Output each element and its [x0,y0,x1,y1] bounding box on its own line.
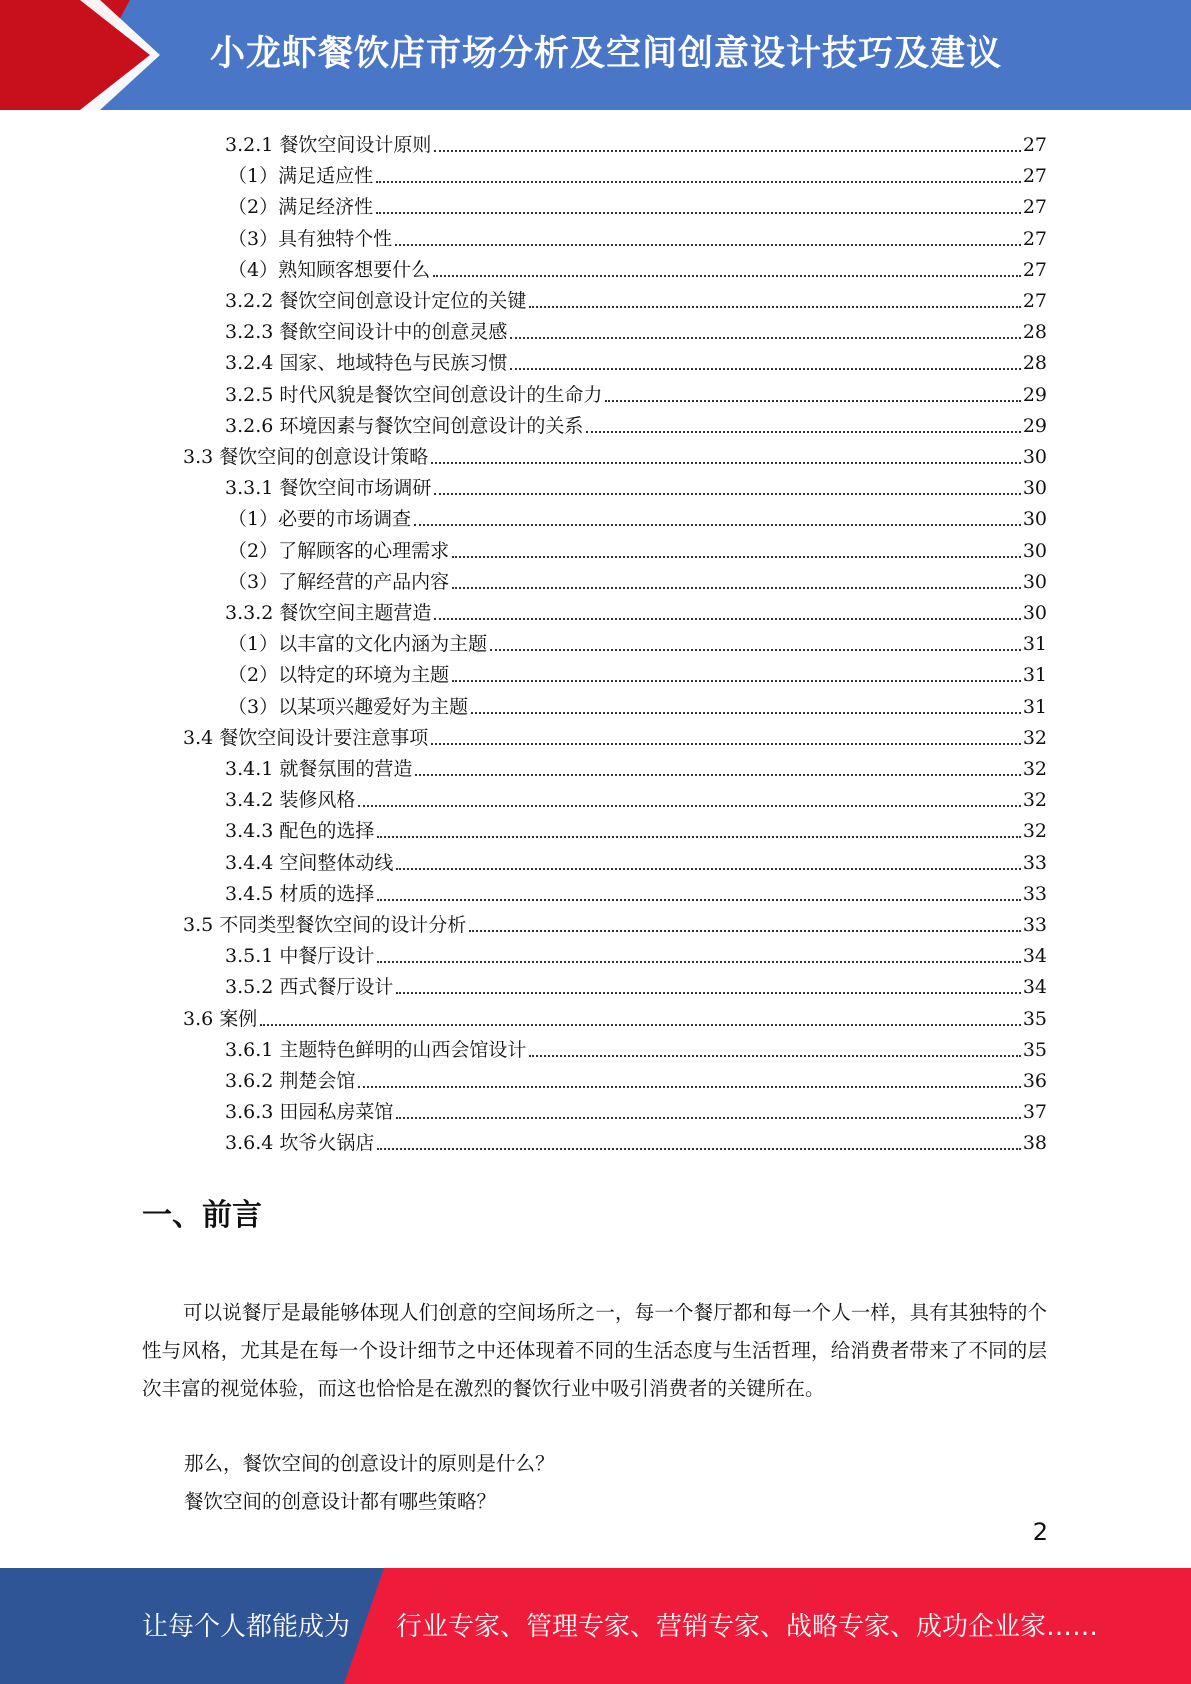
toc-entry-label: （3）具有独特个性 [228,228,393,250]
toc-entry-label: （4）熟知顾客想要什么 [228,259,431,281]
toc-leader-dots [377,899,1020,901]
toc-entry[interactable] [225,595,1047,626]
toc-entry-label: 3.3.2 餐饮空间主题营造 [225,602,432,624]
toc-leader-dots [434,618,1020,620]
header-banner [0,0,1191,110]
toc-entry-page: 36 [1022,1070,1047,1092]
toc-entry[interactable] [228,689,1047,720]
toc-entry-page: 35 [1022,1039,1047,1061]
toc-leader-dots [510,337,1020,339]
toc-entry-page: 37 [1022,1101,1047,1123]
toc-entry-label: 3.5.2 西式餐厅设计 [225,976,394,998]
toc-entry-label: （3）以某项兴趣爱好为主题 [228,696,469,718]
footer-slogan-right: 行业专家、管理专家、营销专家、战略专家、成功企业家…… [396,1612,1099,1642]
toc-entry-page: 28 [1022,352,1047,374]
toc-entry[interactable] [225,1094,1047,1125]
toc-entry-page: 27 [1022,165,1047,187]
toc-entry[interactable] [225,813,1047,844]
toc-entry[interactable] [228,657,1047,688]
toc-leader-dots [452,556,1021,558]
toc-entry[interactable] [225,1125,1047,1156]
toc-entry[interactable] [225,408,1047,439]
toc-entry-label: 3.2.2 餐饮空间创意设计定位的关键 [225,290,527,312]
question-line-2: 餐饮空间的创意设计都有哪些策略？ [184,1490,497,1513]
toc-entry[interactable] [225,1032,1047,1063]
toc-leader-dots [529,306,1020,308]
toc-entry[interactable] [183,907,1047,938]
toc-entry-page: 34 [1022,976,1047,998]
toc-entry-page: 30 [1022,602,1047,624]
toc-entry-label: （2）了解顾客的心理需求 [228,540,450,562]
toc-entry[interactable] [228,564,1047,595]
toc-entry[interactable] [228,189,1047,220]
toc-leader-dots [414,524,1021,526]
toc-entry-label: （2）以特定的环境为主题 [228,664,450,686]
toc-entry-label: 3.2.5 时代风貌是餐饮空间创意设计的生命力 [225,384,603,406]
toc-leader-dots [431,462,1021,464]
toc-entry-page: 30 [1022,508,1047,530]
toc-leader-dots [431,743,1021,745]
toc-leader-dots [377,961,1020,963]
toc-entry[interactable] [183,720,1047,751]
toc-entry-label: 3.6.1 主题特色鲜明的山西会馆设计 [225,1039,527,1061]
toc-leader-dots [260,1024,1021,1026]
toc-entry-page: 34 [1022,945,1047,967]
toc-entry-label: （1）满足适应性 [228,165,374,187]
toc-entry[interactable] [225,345,1047,376]
toc-entry[interactable] [228,158,1047,189]
toc-entry-label: 3.3.1 餐饮空间市场调研 [225,477,432,499]
toc-entry[interactable] [225,1063,1047,1094]
toc-entry[interactable] [228,252,1047,283]
toc-entry-page: 33 [1022,914,1047,936]
toc-leader-dots [395,244,1021,246]
toc-entry-page: 30 [1022,540,1047,562]
toc-entry-label: （1）必要的市场调查 [228,508,412,530]
toc-entry-page: 27 [1022,228,1047,250]
toc-entry-page: 35 [1022,1008,1047,1030]
toc-entry[interactable] [225,377,1047,408]
toc-entry-label: 3.6.4 坎爷火锅店 [225,1132,375,1154]
toc-entry-page: 28 [1022,321,1047,343]
toc-entry-page: 32 [1022,727,1047,749]
toc-entry-label: 3.6 案例 [183,1008,258,1030]
toc-entry[interactable] [225,470,1047,501]
toc-entry-page: 33 [1022,883,1047,905]
toc-entry-label: 3.3 餐饮空间的创意设计策略 [183,446,429,468]
toc-entry-label: 3.4.1 就餐氛围的营造 [225,758,413,780]
section-heading: 一、前言 [142,1198,262,1233]
toc-entry-label: 3.2.1 餐饮空间设计原则 [225,134,432,156]
intro-paragraph: 可以说餐厅是最能够体现人们创意的空间场所之一，每一个餐厅都和每一个人一样，具有其独特的个性与风格，尤其是在每一个设计细节之中还体现着不同的生活态度与生活哲理，给消费者带来了不同的层次丰富的视觉体验，而这也恰恰是在激烈的餐饮行业中吸引消费者的关键所在。 [142,1301,1047,1400]
toc-entry[interactable] [225,314,1047,345]
toc-entry-page: 27 [1022,290,1047,312]
toc-entry-label: 3.2.6 环境因素与餐饮空间创意设计的关系 [225,415,584,437]
toc-entry-label: 3.4 餐饮空间设计要注意事项 [183,727,429,749]
toc-entry-page: 29 [1022,384,1047,406]
question-line-1: 那么，餐饮空间的创意设计的原则是什么？ [184,1452,555,1475]
toc-entry-page: 30 [1022,446,1047,468]
toc-entry[interactable] [228,533,1047,564]
toc-entry-page: 31 [1022,633,1047,655]
toc-entry-label: （1）以丰富的文化内涵为主题 [228,633,488,655]
toc-entry[interactable] [225,938,1047,969]
toc-entry-label: （3）了解经营的产品内容 [228,571,450,593]
toc-entry-label: 3.5.1 中餐厅设计 [225,945,375,967]
toc-entry[interactable] [225,782,1047,813]
page-number: 2 [1032,1518,1048,1546]
toc-leader-dots [396,992,1020,994]
toc-entry-page: 30 [1022,477,1047,499]
toc-leader-dots [529,1055,1020,1057]
toc-entry-label: 3.6.3 田园私房菜馆 [225,1101,394,1123]
toc-leader-dots [415,774,1020,776]
toc-entry[interactable] [228,501,1047,532]
toc-leader-dots [396,868,1020,870]
toc-entry[interactable] [225,969,1047,1000]
footer-slogan-left: 让每个人都能成为 [142,1612,351,1642]
toc-leader-dots [471,712,1021,714]
toc-entry[interactable] [225,751,1047,782]
toc-entry-page: 30 [1022,571,1047,593]
toc-entry-page: 29 [1022,415,1047,437]
toc-entry-label: 3.2.3 餐飲空间设计中的创意灵感 [225,321,508,343]
toc-entry-label: （2）满足经济性 [228,196,374,218]
toc-entry[interactable] [225,127,1047,158]
toc-leader-dots [605,400,1020,402]
footer-banner [0,1568,1191,1684]
toc-leader-dots [586,431,1020,433]
document-title: 小龙虾餐饮店市场分析及空间创意设计技巧及建议 [210,34,1003,74]
toc-entry-label: 3.6.2 荆楚会馆 [225,1070,356,1092]
toc-entry-page: 27 [1022,196,1047,218]
toc-entry-label: 3.4.3 配色的选择 [225,820,375,842]
toc-entry[interactable] [225,876,1047,907]
toc-entry-page: 32 [1022,758,1047,780]
toc-entry[interactable] [225,845,1047,876]
toc-leader-dots [469,930,1021,932]
toc-leader-dots [452,587,1021,589]
toc-entry-page: 33 [1022,852,1047,874]
toc-leader-dots [452,680,1021,682]
toc-entry-page: 31 [1022,664,1047,686]
toc-entry[interactable] [183,1001,1047,1032]
toc-entry[interactable] [225,283,1047,314]
toc-leader-dots [377,836,1020,838]
toc-leader-dots [434,150,1020,152]
toc-leader-dots [396,1117,1020,1119]
toc-leader-dots [358,805,1020,807]
toc-entry[interactable] [228,221,1047,252]
toc-entry-label: 3.4.4 空间整体动线 [225,852,394,874]
toc-leader-dots [434,493,1020,495]
toc-leader-dots [358,1086,1020,1088]
toc-leader-dots [490,649,1021,651]
toc-leader-dots [433,275,1021,277]
toc-leader-dots [377,1148,1020,1150]
toc-leader-dots [510,368,1020,370]
toc-entry-label: 3.4.2 装修风格 [225,789,356,811]
toc-entry-page: 27 [1022,134,1047,156]
toc-leader-dots [376,181,1021,183]
toc-entry[interactable] [183,439,1047,470]
toc-entry-page: 31 [1022,696,1047,718]
toc-entry-page: 32 [1022,820,1047,842]
toc-leader-dots [376,212,1021,214]
toc-entry-page: 32 [1022,789,1047,811]
toc-entry-label: 3.4.5 材质的选择 [225,883,375,905]
toc-entry-label: 3.2.4 国家、地域特色与民族习惯 [225,352,508,374]
toc-entry-label: 3.5 不同类型餐饮空间的设计分析 [183,914,467,936]
toc-entry-page: 27 [1022,259,1047,281]
toc-entry[interactable] [228,626,1047,657]
toc-entry-page: 38 [1022,1132,1047,1154]
